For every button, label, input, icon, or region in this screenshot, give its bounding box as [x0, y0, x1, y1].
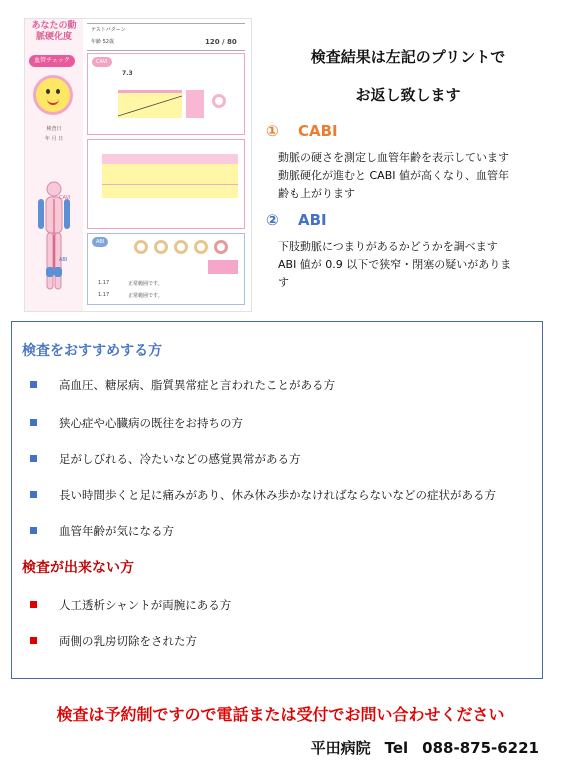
vessel-ring-icon	[214, 240, 228, 254]
report-header	[87, 23, 245, 51]
recommend-item	[30, 415, 243, 431]
report-age: 年齢 52歳	[91, 39, 114, 45]
recommend-item-text: 長い時間歩くと足に痛みがあり、休み休み歩かなければならないなどの症状がある方	[59, 488, 496, 502]
report-cavi-history-panel	[87, 139, 245, 229]
abi-desc-line: ABI 値が 0.9 以下で狭窄・閉塞の疑いがありま	[278, 258, 512, 271]
abi-number: ②	[266, 211, 279, 229]
report-date-value: 年 月 日	[44, 136, 64, 142]
result-print-image	[24, 18, 252, 312]
square-bullet-icon	[30, 381, 37, 388]
recommend-item	[30, 523, 174, 539]
report-check-badge: 血管チェック	[29, 55, 75, 67]
phone-number[interactable]: 088-875-6221	[422, 739, 539, 757]
contact-info	[297, 737, 539, 758]
body-abi-label: ABI	[59, 257, 68, 263]
vessel-ring-icon	[174, 240, 188, 254]
report-cavi-value: 7.3	[122, 70, 133, 77]
report-sidebar	[25, 19, 83, 311]
square-bullet-icon	[30, 491, 37, 498]
cabi-desc-line: 動脈硬化が進むと CABI 値が高くなり、血管年	[278, 169, 509, 182]
square-bullet-icon	[30, 527, 37, 534]
blood-vessel-icon	[212, 94, 226, 108]
not-allowed-item-text: 両側の乳房切除をされた方	[59, 634, 197, 648]
report-abi-panel	[87, 233, 245, 305]
hospital-name: 平田病院	[310, 739, 371, 757]
intro-line-2: お返し致します	[355, 86, 461, 104]
vessel-ring-icon	[194, 240, 208, 254]
report-cavi-panel	[87, 53, 245, 135]
report-abi-note-left: 正常範囲です。	[128, 293, 163, 299]
recommend-item	[30, 487, 496, 503]
report-bp: 120 / 80	[205, 38, 237, 46]
reservation-notice: 検査は予約制ですので電話または受付でお問い合わせください	[56, 705, 505, 724]
cabi-title: CABI	[298, 122, 338, 140]
abi-description	[278, 238, 548, 292]
report-abi-note-right: 正常範囲です。	[128, 281, 163, 287]
recommend-item-text: 高血圧、糖尿病、脂質異常症と言われたことがある方	[59, 378, 335, 392]
intro-line-1: 検査結果は左記のプリントで	[310, 48, 506, 66]
vessel-ring-icon	[154, 240, 168, 254]
square-bullet-icon	[30, 637, 37, 644]
cabi-desc-line: 齢も上がります	[278, 187, 355, 200]
recommend-heading: 検査をおすすめする方	[22, 343, 163, 359]
abi-title: ABI	[298, 211, 327, 229]
not-allowed-item	[30, 633, 197, 649]
report-date-label: 検査日	[46, 126, 62, 132]
cabi-desc-line: 動脈の硬さを測定し血管年齢を表示しています	[278, 151, 509, 164]
report-abi-left: 1.17	[98, 292, 110, 298]
square-bullet-icon	[30, 455, 37, 462]
report-cavi-tag: CAVI	[92, 57, 112, 67]
square-bullet-icon	[30, 419, 37, 426]
abi-desc-line: す	[278, 276, 289, 289]
cabi-description	[278, 149, 548, 203]
vessel-ring-icon	[134, 240, 148, 254]
vascular-age-graph	[118, 92, 182, 118]
recommend-item-text: 血管年齢が気になる方	[59, 524, 174, 538]
body-cavi-label: CAVI	[59, 195, 71, 201]
report-patient: テストパターン	[91, 27, 126, 33]
tel-label: Tel	[384, 739, 409, 757]
cabi-number: ①	[266, 122, 279, 140]
report-title: あなたの動脈硬化度	[31, 21, 77, 42]
recommend-item-text: 狭心症や心臓病の既往をお持ちの方	[59, 416, 243, 430]
report-abi-right: 1.17	[98, 280, 110, 286]
not-allowed-heading: 検査が出来ない方	[22, 560, 134, 576]
not-allowed-item-text: 人工透析シャントが両腕にある方	[59, 598, 232, 612]
recommend-item-text: 足がしびれる、冷たいなどの感覚異常がある方	[59, 452, 301, 466]
report-abi-tag: ABI	[92, 237, 108, 247]
recommend-item	[30, 377, 335, 393]
not-allowed-item	[30, 597, 231, 613]
recommend-item	[30, 451, 301, 467]
abi-desc-line: 下肢動脈につまりがあるかどうかを調べます	[278, 240, 498, 253]
square-bullet-icon	[30, 601, 37, 608]
smiley-face-icon	[33, 75, 73, 115]
